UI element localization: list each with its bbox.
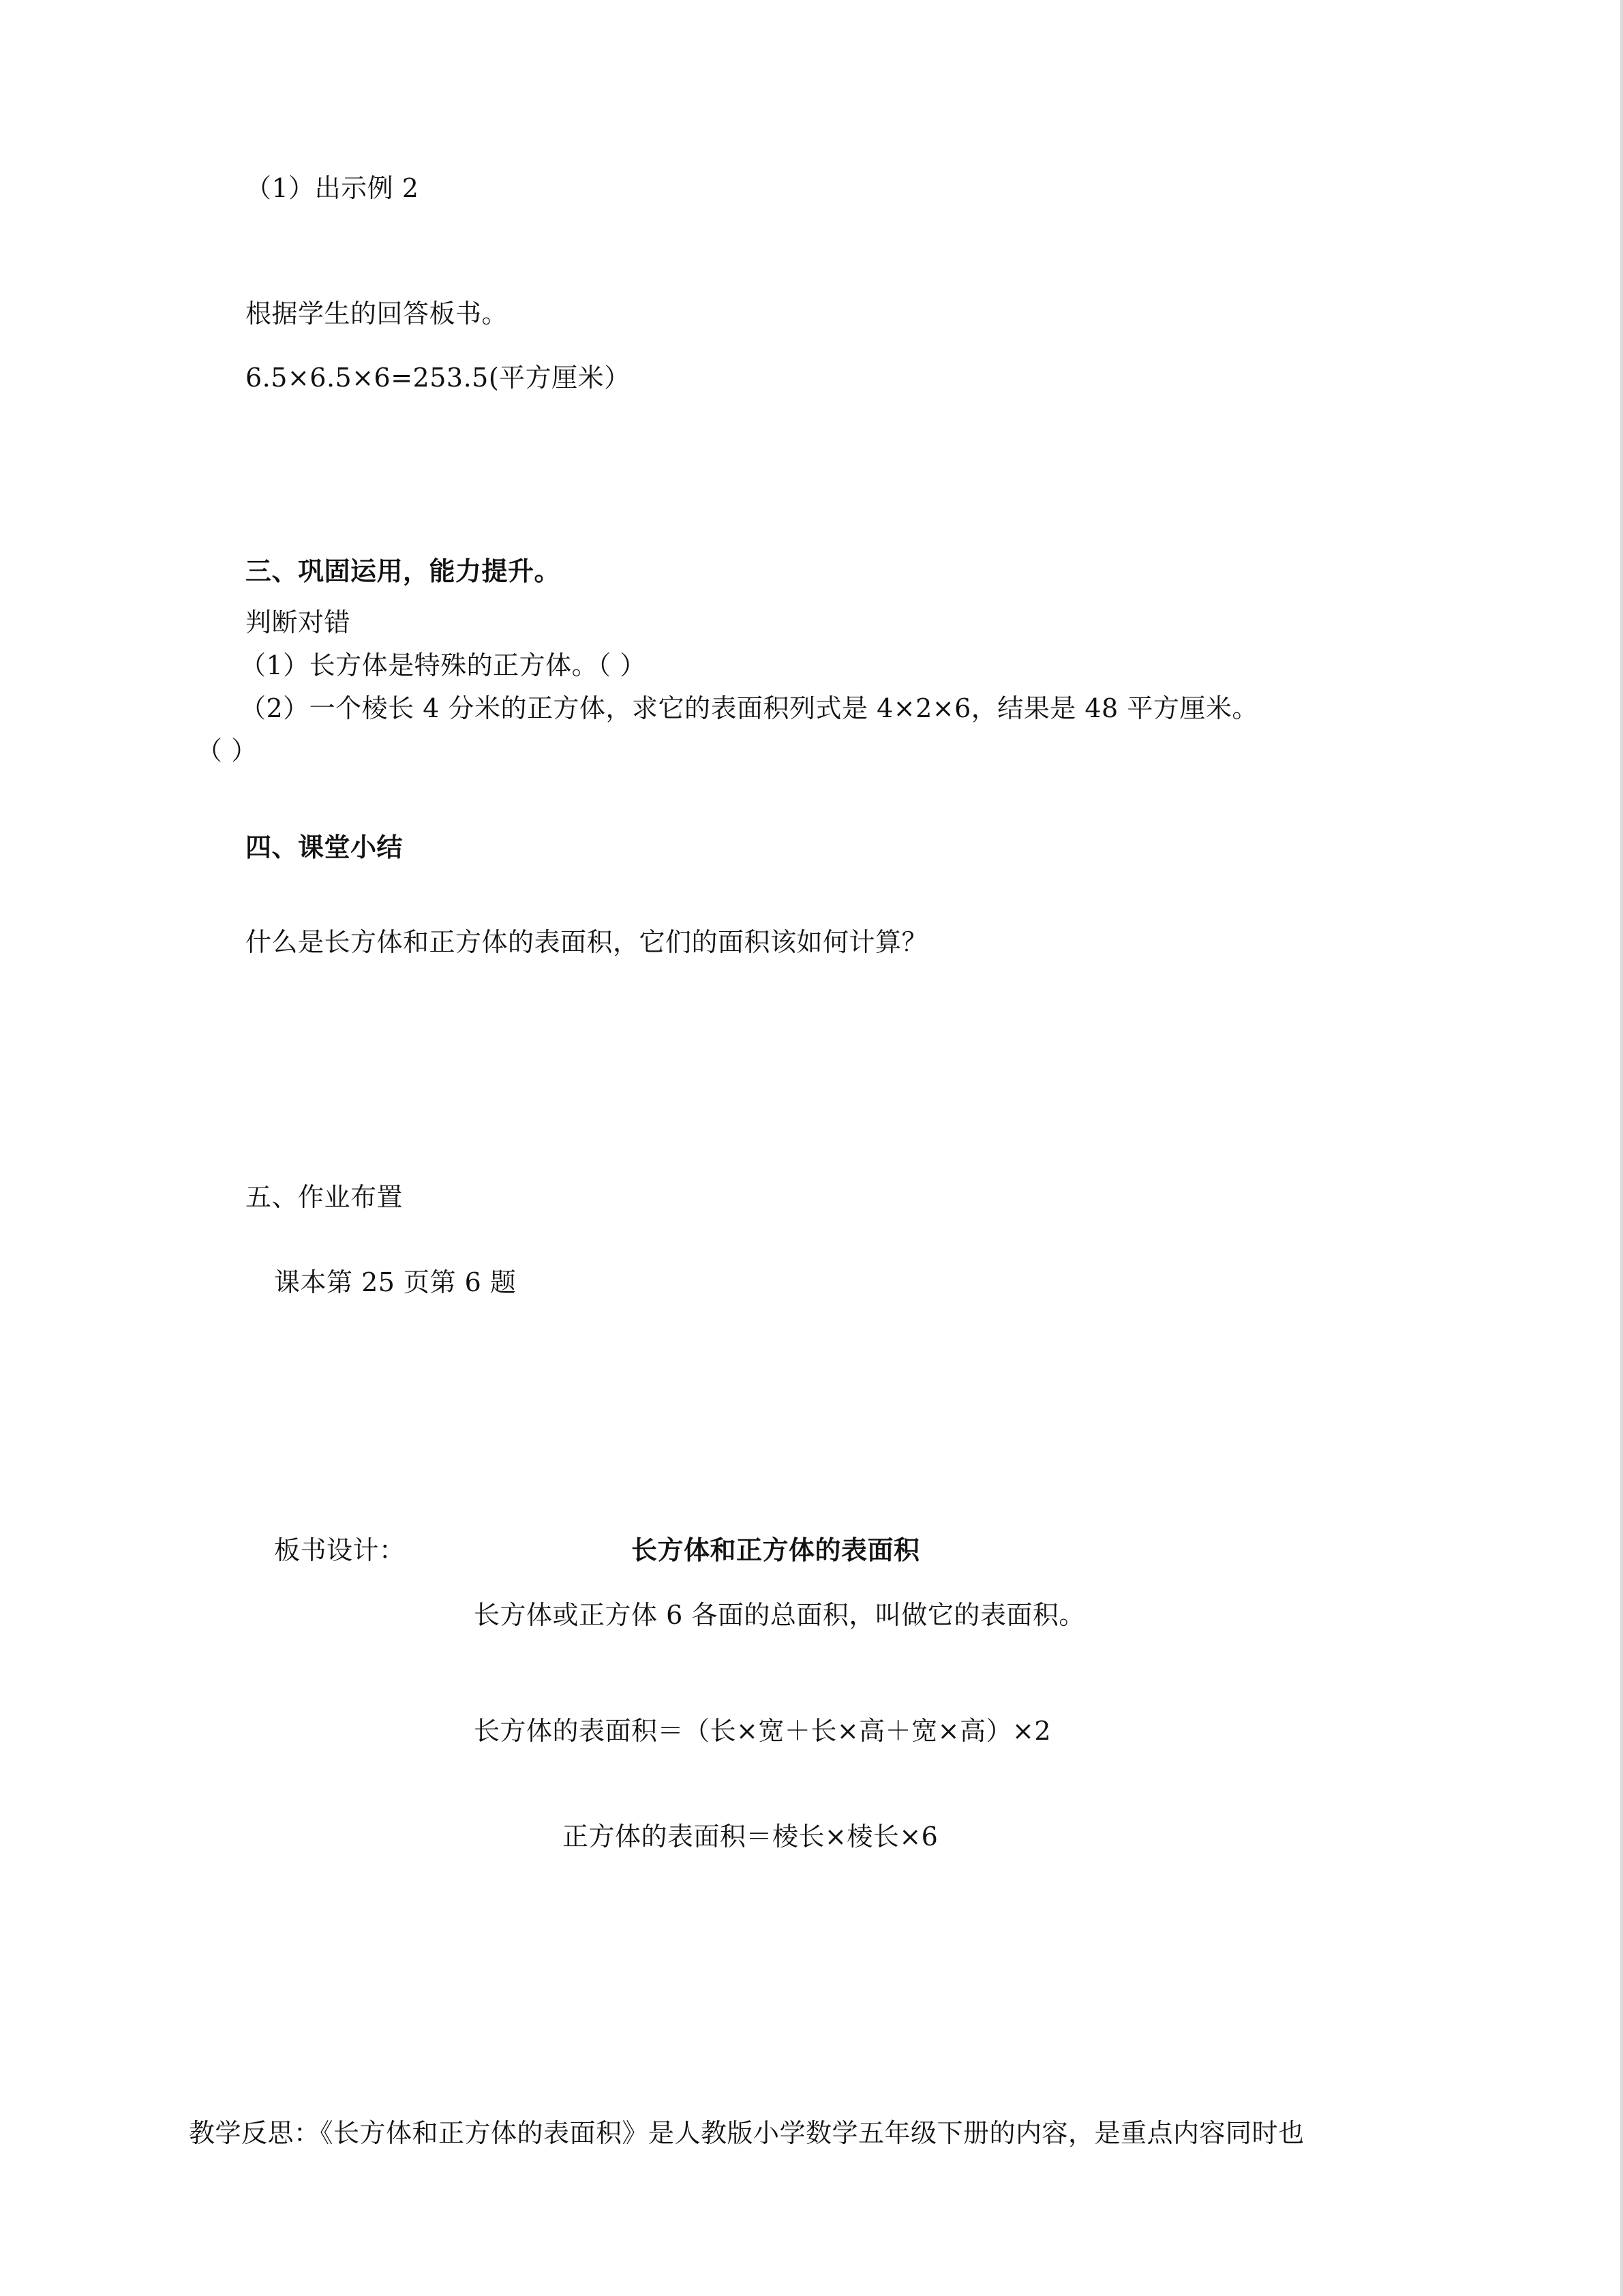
practice-title: 三、巩固运用，能力提升。: [245, 556, 561, 586]
homework-text: 课本第 25 页第 6 题: [274, 1267, 517, 1297]
summary-title: 四、课堂小结: [245, 832, 404, 862]
summary-question: 什么是长方体和正方体的表面积，它们的面积该如何计算？: [245, 927, 928, 957]
board-design-title: 长方体和正方体的表面积: [631, 1535, 920, 1565]
practice-item-2-blank: （ ）: [196, 736, 258, 766]
practice-subtitle: 判断对错: [245, 607, 351, 637]
teaching-reflection: 教学反思：《长方体和正方体的表面积》是人教版小学数学五年级下册的内容，是重点内容同时也: [189, 2118, 1305, 2148]
practice-item-1: （1）长方体是特殊的正方体。（ ）: [240, 650, 646, 680]
homework-title: 五、作业布置: [245, 1182, 404, 1212]
page-right-edge: [1620, 0, 1623, 2296]
example-heading: （1）出示例 2: [245, 173, 419, 203]
board-design-cuboid-formula: 长方体的表面积＝（长×宽＋长×高＋宽×高）×2: [474, 1716, 1052, 1746]
example-formula: 6.5×6.5×6=253.5(平方厘米）: [245, 363, 631, 393]
board-design-definition: 长方体或正方体 6 各面的总面积，叫做它的表面积。: [474, 1600, 1085, 1630]
board-design-label: 板书设计：: [274, 1535, 406, 1565]
board-design-cube-formula: 正方体的表面积＝棱长×棱长×6: [562, 1822, 939, 1852]
example-note: 根据学生的回答板书。: [245, 299, 509, 329]
practice-item-2: （2）一个棱长 4 分米的正方体，求它的表面积列式是 4×2×6，结果是 48 平方厘米。: [240, 693, 1258, 723]
